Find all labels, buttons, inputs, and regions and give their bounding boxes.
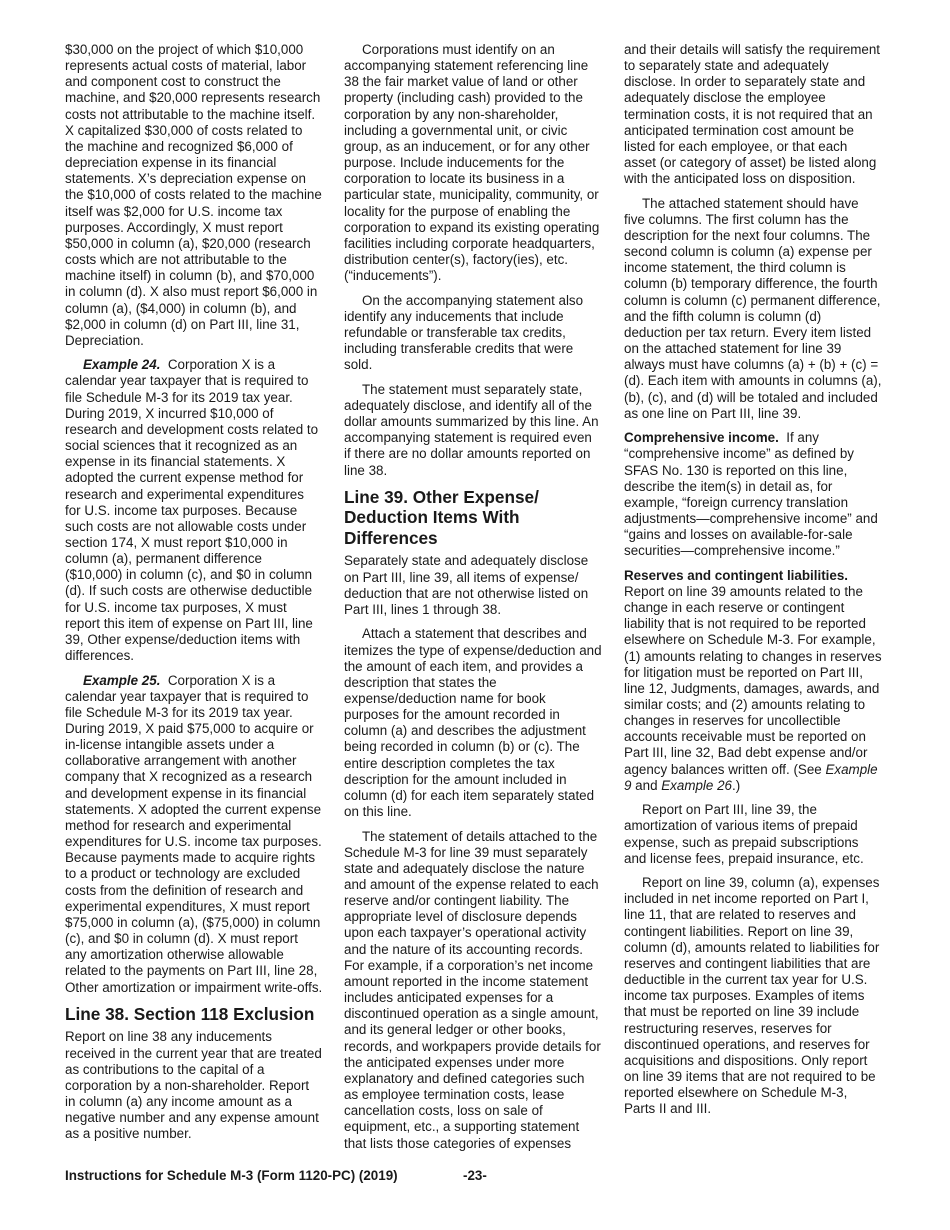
column-middle — [344, 42, 602, 1160]
example-25-paragraph — [65, 673, 323, 996]
example-24-paragraph — [65, 357, 323, 664]
comprehensive-income-text: If any “comprehensive income” as defined by SFAS No. 130 is reported on this line, describe the item(s) in detail as, for example, “foreign currency translation adjustments—comprehensive income” and “gains and losses on available-for-sale securities—comprehensive income.” — [624, 430, 878, 559]
paragraph: The statement of details attached to the Schedule M-3 for line 39 must separately state and adequately disclose the nature and amount of the expense related to each reserve and/or contingent liability. The appropriate level of disclosure depends upon each taxpayer’s operational activity and the nature of its accounting records. For example, if a corporation’s net income amount reported in the income statement includes anticipated expenses for a discontinued operation as a single amount, and its general ledger or other books, records, and workpapers provide details for the anticipated expenses under more explanatory and defined categories such as employee termination costs, lease cancellation costs, loss on sale of equipment, etc., a supporting statement that lists those categories of expenses — [344, 828, 601, 1151]
page-footer — [65, 1168, 885, 1183]
paragraph: The statement must separately state, adequately disclose, and identify all of the dollar amounts summarized by this line. An accompanying statement is required even if there are no dollar amounts reported on line 38. — [344, 381, 599, 478]
paragraph: Attach a statement that describes and itemizes the type of expense/deduction and the amount of each item, and provides a description that states the expense/deduction name for book purposes for the amount recorded in column (a) and describes the adjustment being recorded in column (b) or (c). The entire description completes the tax description for the amount included in column (d) for each item separately stated on this line. — [344, 626, 602, 820]
example-24-label: Example 24. — [83, 357, 161, 373]
reserves-label: Reserves and contingent liabilities. — [624, 567, 848, 583]
reserves-end: .) — [731, 777, 741, 793]
paragraph: $30,000 on the project of which $10,000 represents actual costs of material, labor and component cost to construct the machine, and $20,000 represents research costs not attributable to the machine itself. X capitalized $30,000 of costs related to the machine and recognized $6,000 of depreciation expense in its financial statements. X’s depreciation expense on the $10,000 of costs related to the machine itself was $2,000 for U.S. income tax purposes. Accordingly, X must report $50,000 in column (a), $20,000 (research costs which are not attributable to the machine itself) in column (b), and $70,000 in column (d). X also must report $6,000 in column (a), ($4,000) in column (b), and $2,000 in column (d) on Part III, line 31, Depreciation. — [65, 42, 322, 348]
example-26-ref: Example 26 — [661, 777, 732, 793]
example-25-text: Corporation X is a calendar year taxpayer that is required to file Schedule M-3 for its 2019 tax year. During 2019, X paid $75,000 to acquire or in-license intangible assets under a collaborative arrangement with another company that X recognized as a research and development expense in its financial statements. X adopted the current expense method for research and experimental expenditures for U.S. income tax purposes. Because payments made to acquire rights to a product or technology are excluded costs from the definition of research and experimental expenditures, X must report $75,000 in column (a), ($75,000) in column (c), and $0 in column (d). X must report any amortization otherwise allowable related to the payments on Part III, line 28, Other amortization or impairment write-offs. — [65, 672, 323, 995]
heading-line-38: Line 38. Section 118 Exclusion — [65, 1003, 315, 1024]
comprehensive-income-label: Comprehensive income. — [624, 430, 779, 446]
column-right — [624, 42, 882, 1126]
reserves-and: and — [631, 777, 662, 793]
example-25-label: Example 25. — [83, 672, 161, 688]
paragraph: Report on line 39, column (a), expenses included in net income reported on Part I, line 11, that are related to reserves and contingent liabilities. Report on line 39, column (d), amounts related to liabilities for reserves and contingent liabilities that are deductible in the current tax year for U.S. income tax purposes. Examples of items that must be reported on line 39 include restructuring reserves, reserves for discontinued operations, and reserves for acquisitions and dispositions. Only report on line 39 items that are not required to be reported elsewhere on Schedule M-3, Parts II and III. — [624, 875, 880, 1117]
example-9-ref: Example 9 — [624, 761, 878, 793]
footer-title: Instructions for Schedule M-3 (Form 1120-PC) (2019) — [65, 1168, 398, 1183]
heading-line-39: Line 39. Other Expense/ Deduction Items With Differences — [344, 486, 539, 548]
reserves-text: Report on line 39 amounts related to the change in each reserve or contingent liability that is not required to be reported elsewhere on Schedule M-3. For example, (1) amounts relating to changes in reserves for litigation must be reported on Part III, line 12, Judgments, damages, awards, and similar costs; and (2) amounts relating to changes in reserves for uncollectible accounts receivable must be reported on Part III, line 32, Bad debt expense and/or agency balances written off. (See — [624, 583, 882, 777]
paragraph: The attached statement should have five columns. The first column has the description for the next four columns. The second column is column (a) expense per income statement, the third column is column (b) temporary difference, the fourth column is column (c) permanent difference, and the fifth column is column (d) deduction per tax return. Every item listed on the attached statement for line 39 always must have columns (a) + (b) + (c) = (d). Each item with amounts in columns (a), (b), (c), and (d) will be totaled and included as one line on Part III, line 39. — [624, 195, 882, 421]
example-24-text: Corporation X is a calendar year taxpayer that is required to file Schedule M-3 for its 2019 tax year. During 2019, X incurred $10,000 of research and development costs related to social sciences that it recognized as an expense in its financial statements. X adopted the current expense method for research and experimental expenditures for U.S. income tax purposes. Because such costs are not allowable costs under section 174, X must report $10,000 in column (a), permanent difference ($10,000) in column (c), and $0 in column (d). If such costs are otherwise deductible for U.S. income tax purposes, X must report this item of expense on Part III, line 39, Other expense/deduction items with differences. — [65, 357, 319, 664]
paragraph: Separately state and adequately disclose on Part III, line 39, all items of expense/ deduction that are not otherwise listed on Part III, lines 1 through 38. — [344, 553, 589, 617]
reserves-paragraph — [624, 568, 882, 794]
paragraph: Report on Part III, line 39, the amortization of various items of prepaid expense, such as prepaid subscriptions and license fees, prepaid insurance, etc. — [624, 802, 864, 866]
paragraph: and their details will satisfy the requirement to separately state and adequately disclose. In order to separately state and adequately disclose the employee termination costs, it is not required that an anticipated termination cost amount be listed for each employee, or that each asset (or category of asset) be listed along with the anticipated loss on disposition. — [624, 42, 881, 187]
paragraph: On the accompanying statement also identify any inducements that include refundable or transferable tax credits, including transferable credits that were sold. — [344, 292, 584, 373]
column-left — [65, 42, 323, 1151]
paragraph: Report on line 38 any inducements received in the current year that are treated as contributions to the capital of a corporation by a non-shareholder. Report in column (a) any income amount as a negative number and any expense amount as a positive number. — [65, 1029, 322, 1142]
page-number: -23- — [463, 1168, 487, 1183]
comprehensive-income-paragraph — [624, 430, 882, 559]
paragraph: Corporations must identify on an accompanying statement referencing line 38 the fair market value of land or other property (including cash) provided to the corporation by any non-shareholder, including a governmental unit, or civic group, as an inducement, or for any other purpose. Include inducements for the corporation to locate its business in a particular state, municipality, community, or locality for the purpose of enabling the corporation to expand its existing operating facilities including corporate headquarters, distribution center(s), factory(ies), etc. (“inducements”). — [344, 42, 600, 284]
